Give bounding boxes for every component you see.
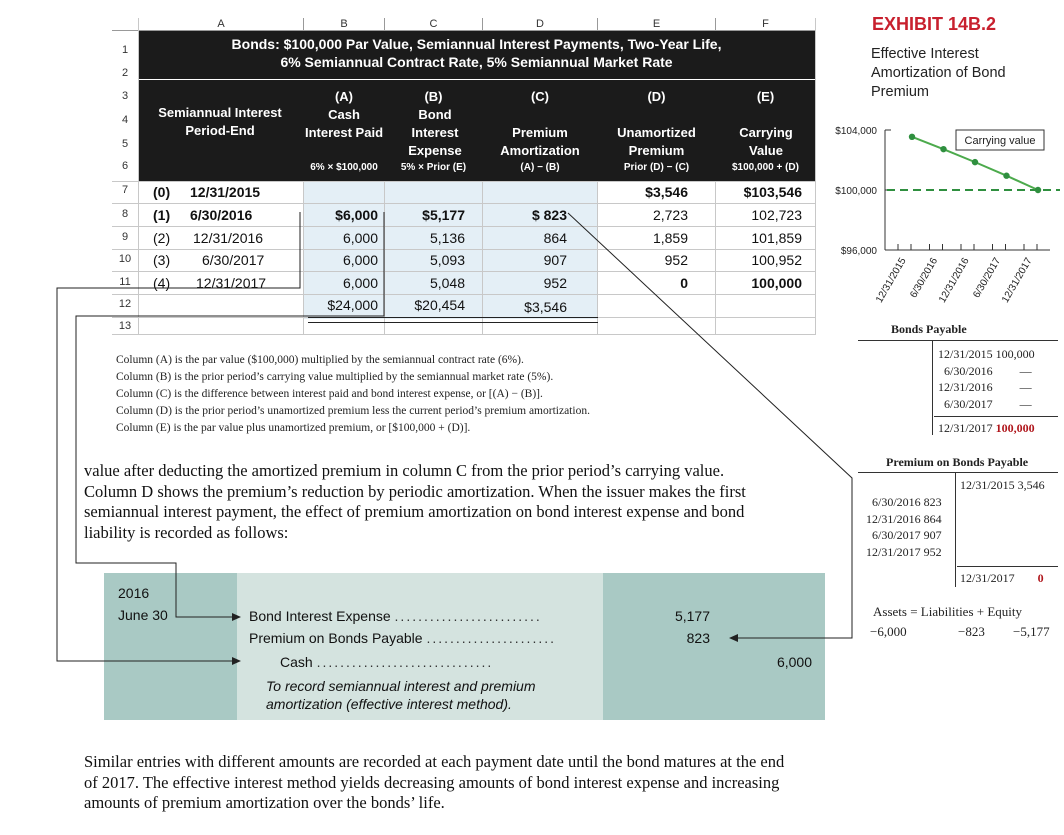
carrying-value-cell: 100,952 [751,252,802,268]
row-number: 2 [112,67,138,79]
column-header-b: B [304,18,385,31]
unamortized-premium-cell: $3,546 [645,184,688,200]
total-cash-interest: $24,000 [327,297,378,313]
carrying-value-cell: $103,546 [743,184,802,200]
t-account-rule [858,340,1058,341]
plus-sign: + [976,604,985,619]
t-entry [866,494,942,511]
premium-amortization-cell: 907 [543,252,567,268]
legend-label: Carrying value [964,135,1036,147]
row-number: 13 [112,320,138,332]
entry-date: 12/31/2015 [960,478,1015,492]
t-entry [866,527,942,544]
interest-expense-cell: $5,177 [422,207,465,223]
unamortized-premium-cell: 2,723 [652,207,688,223]
heading-tag-c: (C) [530,89,550,104]
heading-tag-a: (A) [334,89,354,104]
row-number: 4 [112,114,138,126]
heading-carrying-value: Carrying Value [739,125,793,158]
entry-amount: 823 [923,495,942,509]
note-e: Column (E) is the par value plus unamortized premium, or [$100,000 + (D)]. [116,422,471,434]
bonds-payable-balance [938,421,1035,436]
period-number: (3) [153,252,171,268]
total-interest-expense: $20,454 [414,297,465,313]
y-tick-label: $96,000 [840,246,877,257]
liabilities-change: −823 [958,624,985,639]
leader-dots: ......................... [394,608,542,624]
period-date: 12/31/2016 [193,230,264,246]
carrying-value-point [1035,187,1041,193]
entry-date: 6/30/2016 [944,363,993,378]
entry-amount: 864 [923,511,942,526]
entry-amount: 907 [923,528,942,542]
period-date: 12/31/2015 [190,184,261,200]
interest-expense-cell: 5,136 [429,230,465,246]
column-header-e: E [598,18,716,31]
t-account-total-rule [934,416,1058,417]
paragraph-line: of 2017. The effective interest method yields decreasing amounts of bond interest expense and increasing [84,772,780,792]
unamortized-premium-cell: 952 [664,252,688,268]
account-name: Cash [280,654,313,670]
paragraph-line: Column D shows the premium’s reduction by periodic amortization. When the issuer makes the first [84,481,746,501]
row-number: 7 [112,184,138,196]
heading-premium-amortization: Premium Amortization [500,125,580,158]
x-tick-label: 6/30/2016 [908,256,941,301]
heading-cash-interest: Cash Interest Paid [304,107,384,140]
cash-interest-cell: $6,000 [335,207,378,223]
journal-year: 2016 [118,585,150,601]
row-number: 10 [112,253,138,265]
bonds-payable-title: Bonds Payable [891,322,967,336]
equals-sign: = [910,604,918,619]
formula-a: 6% × $100,000 [310,162,378,173]
premium-amortization-cell: 864 [543,230,567,246]
column-header-d: D [483,18,598,31]
carrying-value-cell: 101,859 [751,230,802,246]
column-header-c: C [385,18,483,31]
entry-date: 6/30/2017 [872,528,921,542]
interest-expense-cell: 5,048 [429,275,465,291]
exhibit-title: EXHIBIT 14B.2 [872,14,997,34]
subtitle-line: Effective Interest [871,46,979,62]
x-tick-label: 12/31/2016 [937,256,972,305]
heading-period-end: Semiannual Interest Period-End [158,105,282,138]
period-date: 6/30/2017 [202,252,265,268]
heading-tag-d: (D) [647,89,666,104]
heading-tag-b: (B) [424,89,443,104]
memo-line: amortization (effective interest method). [266,696,512,712]
formula-b: 5% × Prior (E) [400,162,467,173]
note-a: Column (A) is the par value ($100,000) multiplied by the semiannual contract rate (6%). [116,354,524,366]
row-number: 12 [112,298,138,310]
row-number: 9 [112,231,138,243]
cash-interest-cell: 6,000 [342,230,378,246]
carrying-value-cell: 102,723 [751,207,802,223]
total-premium-amortization: $3,546 [524,299,567,315]
t-account-total-rule [957,566,1058,567]
bonds-payable-credits [938,346,1035,412]
period-number: (1) [153,207,171,223]
paragraph-line: Similar entries with different amounts are recorded at each payment date until the bond matures at the end [84,752,785,771]
entry-amount: 100,000 [995,347,1035,361]
journal-date: June 30 [118,607,168,623]
debit-amount-1: 5,177 [674,608,710,624]
carrying-value-point [972,159,978,165]
entry-amount: — [1019,380,1032,394]
unamortized-premium-cell: 0 [680,275,688,291]
carrying-value-cell: 100,000 [751,275,802,291]
row-number: 1 [112,44,138,56]
premium-account-title: Premium on Bonds Payable [886,455,1029,469]
premium-balance [960,571,1044,586]
entry-date: 12/31/2017 [866,544,921,559]
note-d: Column (D) is the prior period’s unamortized premium less the current period’s premium amortization. [116,405,590,417]
unamortized-premium-cell: 1,859 [652,230,688,246]
balance-date: 12/31/2017 [938,421,993,435]
entry-date: 6/30/2016 [872,495,921,509]
period-date: 6/30/2016 [190,207,253,223]
credit-amount: 6,000 [776,654,812,670]
row-number: 5 [112,138,138,150]
carrying-value-chart [824,118,1064,338]
arrow-cash-line [57,212,300,661]
row-number: 3 [112,90,138,102]
balance-date: 12/31/2017 [960,571,1015,585]
note-c: Column (C) is the difference between interest paid and bond interest expense, or [(A) − (B)]. [116,388,543,400]
accounting-equation [873,604,1022,620]
title-line-2: 6% Semiannual Contract Rate, 5% Semiannual Market Rate [280,54,673,70]
x-tick-label: 12/31/2015 [874,256,909,305]
title-line-1: Bonds: $100,000 Par Value, Semiannual Interest Payments, Two-Year Life, [231,36,722,52]
balance-amount: 100,000 [995,421,1035,435]
period-number: (2) [153,230,171,246]
x-tick-label: 12/31/2017 [1000,256,1035,305]
debit-amount-2: 823 [686,630,710,646]
paragraph-line: amounts of premium amortization over the bonds’ life. [84,793,445,812]
paragraph-line: value after deducting the amortized premium in column C from the prior period’s carrying value. [84,461,725,480]
entry-amount: — [1019,396,1032,411]
cash-interest-cell: 6,000 [342,275,378,291]
period-number: (0) [153,184,171,200]
carrying-value-point [1003,173,1009,179]
balance-amount: 0 [1037,571,1044,585]
entry-date: 12/31/2015 [938,347,993,361]
y-tick-label: $100,000 [835,186,877,197]
t-entry [866,511,942,528]
heading-interest-expense: Bond Interest Expense [408,107,462,158]
t-account-rule [858,472,1058,473]
arrow-premium-line [568,213,852,638]
t-entry [938,379,1035,396]
leader-dots: ...................... [426,630,557,646]
equity-label: Equity [987,604,1023,619]
entry-amount: 3,546 [1017,478,1045,492]
row-number: 6 [112,160,138,172]
paragraph-line: liability is recorded as follows: [84,522,289,542]
column-header-f: F [716,18,816,31]
arrow-expense-line [76,212,384,617]
exhibit-subtitle [871,45,1006,102]
period-number: (4) [153,275,171,291]
assets-change: −6,000 [870,624,907,639]
note-b: Column (B) is the prior period’s carrying value multiplied by the semiannual market rate (5%). [116,371,554,383]
heading-unamortized-premium: Unamortized Premium [617,125,696,158]
t-entry [938,346,1035,363]
premium-amortization-cell: 952 [543,275,567,291]
leader-dots: .............................. [316,654,494,670]
account-name: Bond Interest Expense [249,608,391,624]
entry-amount: 952 [923,544,942,559]
memo-line: To record semiannual interest and premium [266,678,536,694]
row-number: 8 [112,208,138,220]
assets-label: Assets [873,604,907,619]
column-header-a: A [139,18,304,31]
t-account-divider [932,340,933,435]
entry-amount: — [1019,363,1032,378]
paragraph-line: semiannual interest payment, the effect of premium amortization on bond interest expense and bond [84,502,745,521]
carrying-value-point [909,134,915,140]
entry-date: 6/30/2017 [944,396,993,411]
premium-debit-entries [866,494,942,560]
account-name: Premium on Bonds Payable [249,630,423,646]
t-entry [866,544,942,561]
interest-expense-cell: 5,093 [429,252,465,268]
row-number: 11 [112,276,138,288]
period-date: 12/31/2017 [196,275,267,291]
premium-amortization-cell: $ 823 [531,207,567,223]
entry-date: 12/31/2016 [866,511,921,526]
t-entry [938,396,1035,413]
t-entry [938,363,1035,380]
y-tick-label: $104,000 [835,126,877,137]
heading-tag-e: (E) [756,89,775,104]
t-account-divider [955,472,956,587]
premium-credit-entry [960,478,1045,493]
entry-date: 12/31/2016 [938,380,993,394]
formula-e: $100,000 + (D) [732,162,799,173]
cash-interest-cell: 6,000 [342,252,378,268]
formula-d: Prior (D) − (C) [623,162,690,173]
carrying-value-point [940,146,946,152]
x-tick-label: 6/30/2017 [971,256,1004,301]
subtitle-line: Premium [871,84,930,100]
formula-c: (A) − (B) [520,162,560,173]
liabilities-label: Liabilities [920,604,974,619]
equity-change: −5,177 [1013,624,1050,639]
subtitle-line: Amortization of Bond [871,65,1006,81]
